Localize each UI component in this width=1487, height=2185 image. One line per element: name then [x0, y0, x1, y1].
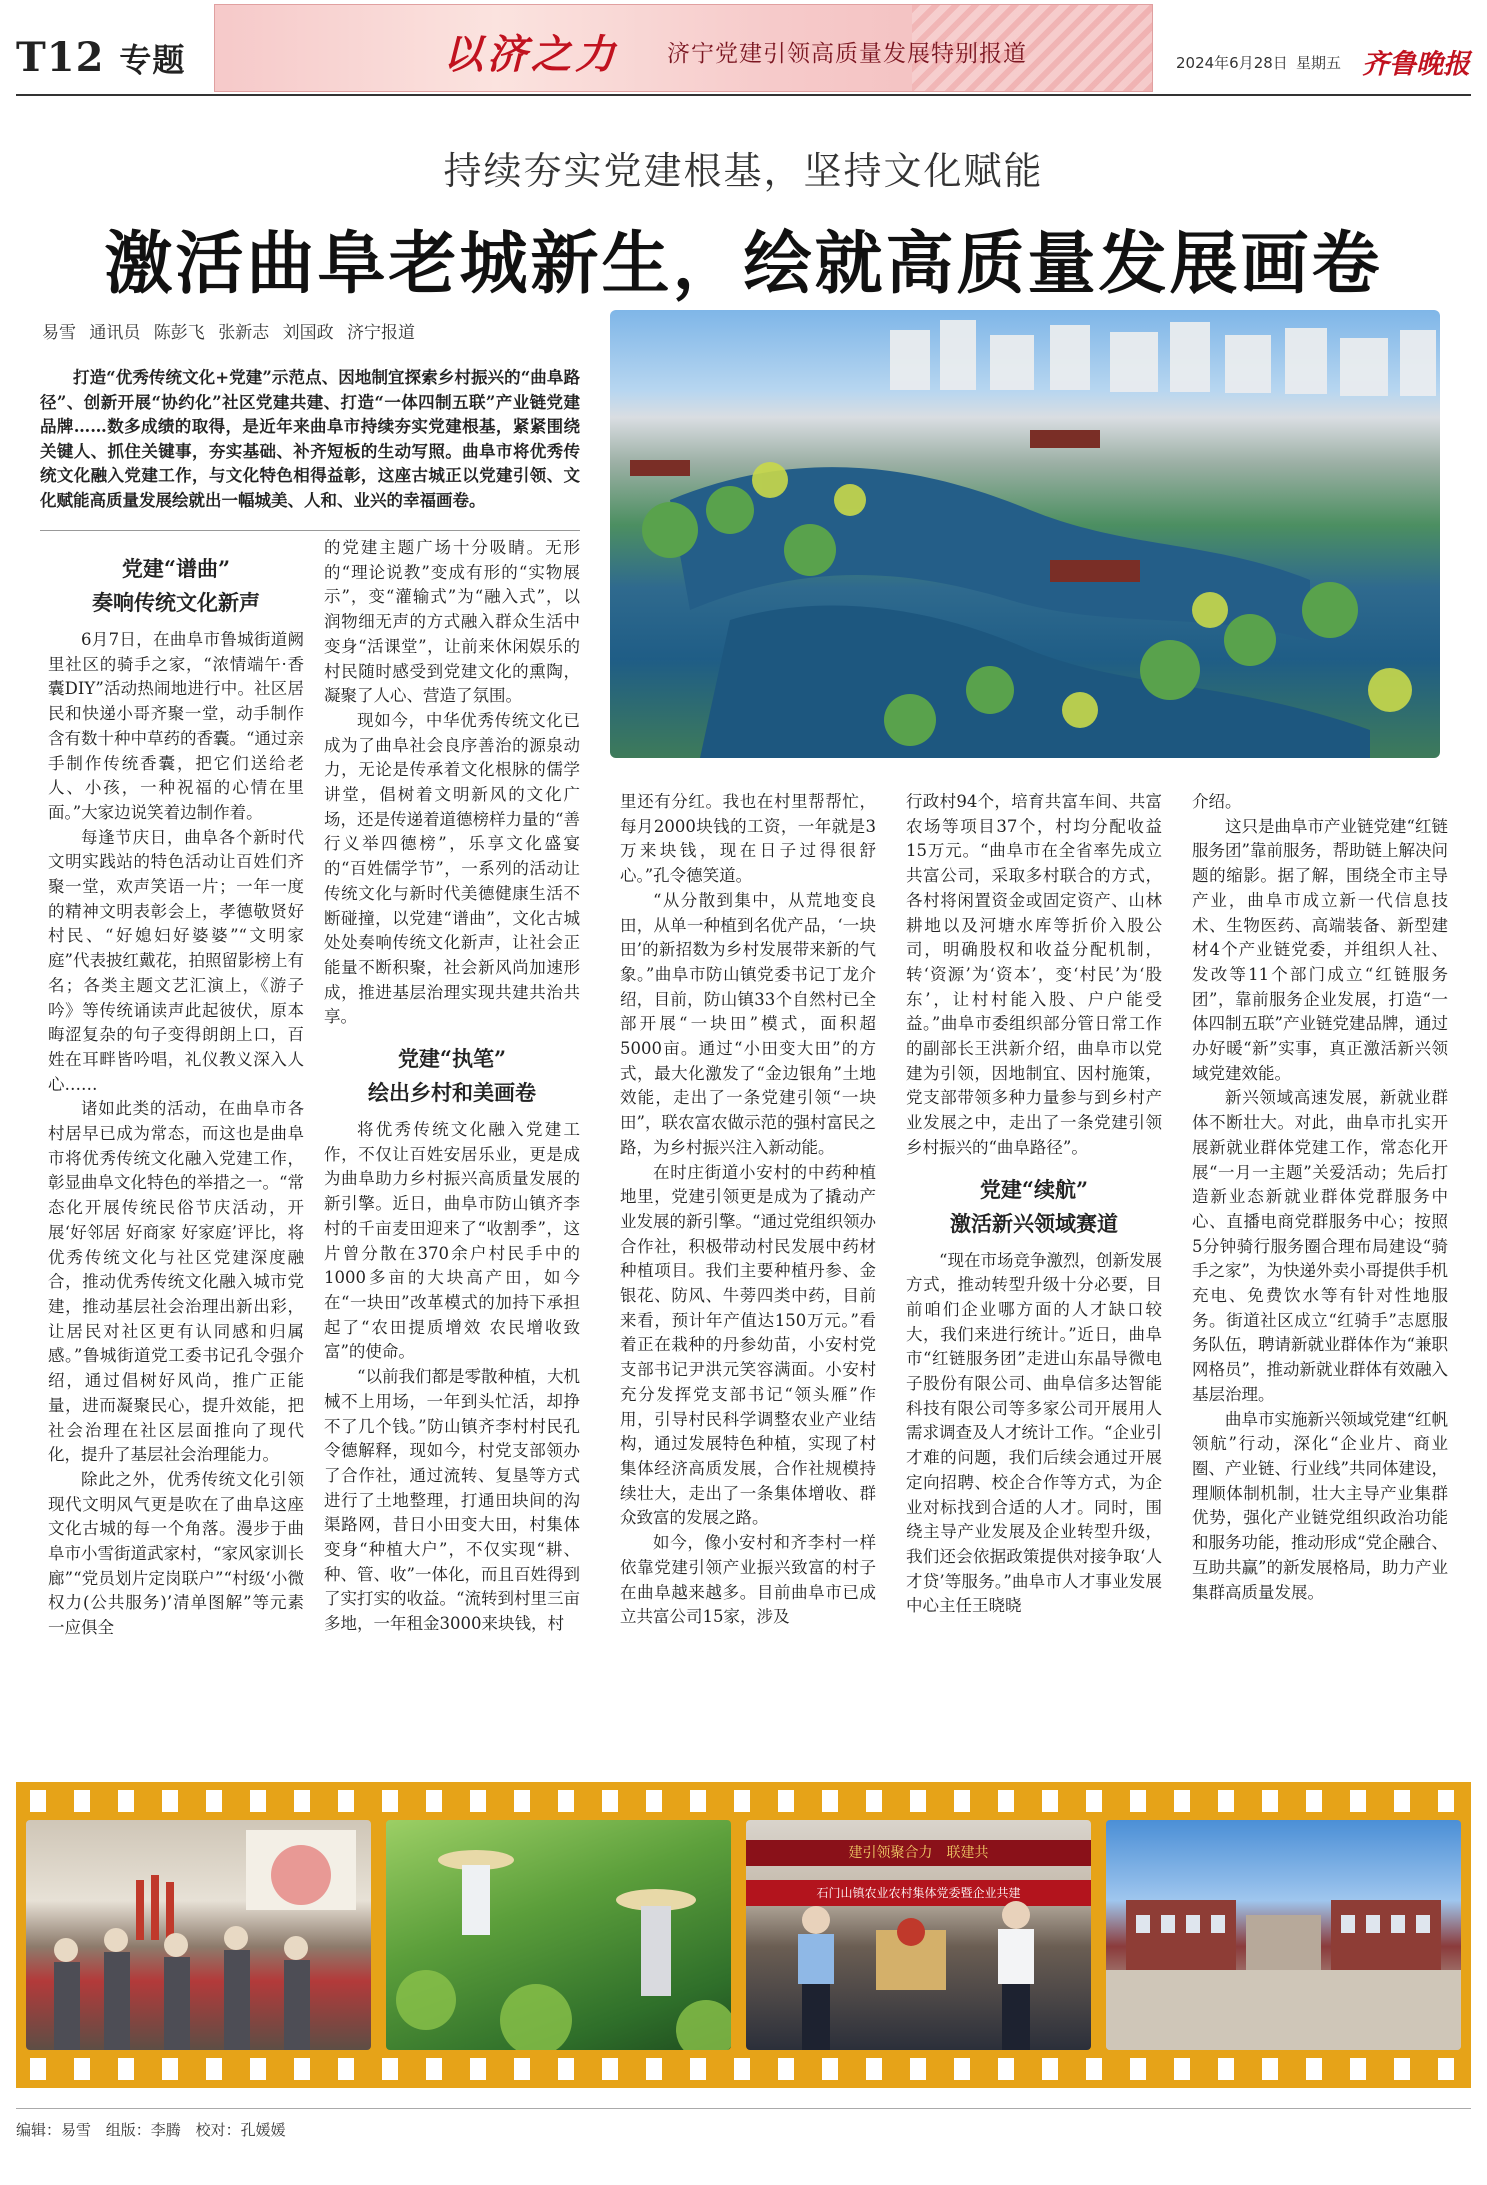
banner-calligraphy: 以济之力	[443, 31, 619, 78]
section-heading-2-line2: 绘出乡村和美画卷	[368, 1080, 536, 1106]
special-report-banner	[214, 4, 1153, 92]
newspaper-logo: 齐鲁晚报	[1362, 49, 1470, 80]
page-credits	[16, 2108, 1471, 2140]
article-title: 激活曲阜老城新生，绘就高质量发展画卷	[104, 224, 1383, 304]
paragraph: 这只是曲阜市产业链党建“红链服务团”靠前服务，帮助链上解决问题的缩影。据了解，围绕全市主导产业，曲阜市成立新一代信息技术、生物医药、高端装备、新型建材4个产业链党委，并组织人社、发改等11个部门成立“红链服务团”，靠前服务企业发展，打造“一体四制五联”产业链党建品牌，通过办好暖“新”实事，真正激活新兴领域党建效能。	[1192, 816, 1448, 1083]
lead-divider	[40, 530, 580, 531]
paragraph: “以前我们都是零散种植，大机械不上用场，一年到头忙活，却挣不了几个钱。”防山镇齐李村村民孔令德解释，现如今，村党支部领办了合作社，通过流转、复垦等方式进行了土地整理，打通田块间的沟渠路网，昔日小田变大田，村集体变身“种植大户”，不仅实现“耕、种、管、收”一体化，而且百姓得到了实打实的收益。“流转到村里三亩多地，一年租金3000来块钱，村	[324, 1367, 580, 1634]
photo-unveiling-illustration	[746, 1820, 1091, 2050]
article-subtitle: 持续夯实党建根基，坚持文化赋能	[443, 149, 1044, 193]
paragraph: 里还有分红。我也在村里帮帮忙，每月2000块钱的工资，一年就是3万来块钱，现在日子过得很舒心。”孔令德笑道。	[620, 792, 876, 886]
paragraph: 将优秀传统文化融入党建工作，不仅让百姓安居乐业，更是成为曲阜助力乡村振兴高质量发展的新引擎。近日，曲阜市防山镇齐李村的千亩麦田迎来了“收割季”，这片曾分散在370余户村民手中的1000多亩的大块高产田，如今在“一块田”改革模式的加持下承担起了“农田提质增效 农民增收致富”的使命。	[324, 1120, 580, 1362]
paragraph: 现如今，中华优秀传统文化已成为了曲阜社会良序善治的源泉动力，无论是传承着文化根脉的儒学讲堂，倡树着文明新风的文化广场，还是传递着道德榜样力量的“善行义举四德榜”，乐享文化盛宴的“百姓儒学节”，一系列的活动让传统文化与新时代美德健康生活不断碰撞，以党建“谱曲”，文化古城处处奏响传统文化新声，让社会正能量不断积聚，社会新风尚加速形成，推进基层治理实现共建共治共享。	[324, 710, 580, 1027]
paragraph: 每逢节庆日，曲阜各个新时代文明实践站的特色活动让百姓们齐聚一堂，欢声笑语一片；一年一度的精神文明表彰会上，孝德敬贤好村民、“好媳妇好婆婆”“文明家庭”代表披红戴花，拍照留影榜上有名；各类主题文艺汇演上，《游子吟》等传统诵读声此起彼伏，原本晦涩复杂的句子变得朗朗上口，百姓在耳畔皆吟唱，礼仪教义深入人心……	[48, 827, 304, 1094]
film-perforation-top	[16, 1790, 1471, 1812]
paragraph: “从分散到集中，从荒地变良田，从单一种植到名优产品，‘一块田’的新招数为乡村发展带来新的气象。”曲阜市防山镇党委书记丁龙介绍，目前，防山镇33个自然村已全部开展“一块田”模式，面积超5000亩。通过“小田变大田”的方式，最大化激发了“金边银角”土地效能，走出了一条党建引领“一块田”，联农富农做示范的强村富民之路，为乡村振兴注入新动能。	[620, 890, 876, 1157]
paragraph: 6月7日，在曲阜市鲁城街道阙里社区的骑手之家，“浓情端午·香囊DIY”活动热闹地进行中。社区居民和快递小哥齐聚一堂，动手制作含有数十种中草药的香囊。“通过亲手制作传统香囊，把它们送给老人、小孩，一种祝福的心情在里面。”大家边说笑着边制作着。	[48, 630, 304, 822]
proofreader-credit: 校对：孔媛媛	[195, 2121, 286, 2139]
paragraph: “现在市场竞争激烈，创新发展方式，推动转型升级十分必要，目前咱们企业哪方面的人才缺口较大，我们来进行统计。”近日，曲阜市“红链服务团”走进山东晶导微电子股份有限公司、曲阜信多达智能科技有限公司等多家公司开展用人需求调查及人才统计工作。“企业引才难的问题，我们后续会通过开展定向招聘、校企合作等方式，为企业对标找到合适的人才。同时，围绕主导产业发展及企业转型升级，我们还会依据政策提供对接争取‘人才贷’等服务。”曲阜市人才事业发展中心主任王晓晓	[906, 1250, 1162, 1616]
photo-party-committee-unveiling	[746, 1820, 1091, 2050]
event-banner-bottom: 石门山镇农业农村集体党委暨企业共建	[746, 1880, 1091, 1906]
issue-date: 2024年6月28日	[1176, 54, 1288, 72]
header-divider	[16, 94, 1471, 96]
photo-farmers-field	[386, 1820, 731, 2050]
editor-credit: 编辑：易雪	[16, 2121, 92, 2139]
section-heading-3-line2: 激活新兴领域赛道	[950, 1210, 1118, 1236]
photo-community-activity	[26, 1820, 371, 2050]
section-heading-3-line1: 党建“续航”	[979, 1176, 1089, 1202]
paragraph: 新兴领域高速发展，新就业群体不断壮大。对此，曲阜市扎实开展新就业群体党建工作，常态化开展“一月一主题”关爱活动；先后打造新业态新就业群体党群服务中心、直播电商党群服务中心；按照5分钟骑行服务圈合理布局建设“骑手之家”，为快递外卖小哥提供手机充电、免费饮水等有针对性地服务。街道社区成立“红骑手”志愿服务队伍，聘请新就业群体作为“兼职网格员”，推动新就业群体有效融入基层治理。	[1192, 1088, 1448, 1404]
event-banner-top: 建引领聚合力 联建共	[746, 1840, 1091, 1866]
paragraph: 曲阜市实施新兴领域党建“红帆领航”行动，深化“企业片、商业圈、产业链、行业线”共同体建设，理顺体制机制，壮大主导产业集群优势，强化产业链党组织政治功能和服务功能，推动形成“党企融合、互助共赢”的新发展格局，助力产业集群高质量发展。	[1192, 1409, 1448, 1602]
photo-buildings-illustration	[1106, 1820, 1461, 2050]
paragraph: 如今，像小安村和齐李村一样依靠党建引领产业振兴致富的村子在曲阜越来越多。目前曲阜市已成立共富公司15家，涉及	[620, 1533, 876, 1627]
film-perforation-bottom	[16, 2058, 1471, 2080]
column-5	[1192, 790, 1448, 1605]
column-1	[48, 548, 304, 1641]
photo-farmers-illustration	[386, 1820, 731, 2050]
column-2	[324, 536, 580, 1637]
photo-town-buildings	[1106, 1820, 1461, 2050]
layout-credit: 组版：李腾	[105, 2121, 181, 2139]
section-heading-2-line1: 党建“执笔”	[397, 1046, 507, 1072]
issue-weekday: 星期五	[1296, 54, 1342, 72]
photo-film-strip	[16, 1782, 1471, 2088]
section-heading-1-line1: 党建“谱曲”	[121, 556, 231, 581]
banner-title: 济宁党建引领高质量发展特别报道	[667, 41, 1027, 67]
paragraph: 诸如此类的活动，在曲阜市各村居早已成为常态，而这也是曲阜市将优秀传统文化融入党建工作，彰显曲阜文化特色的举措之一。“常态化开展传统民俗节庆活动，开展‘好邻居 好商家 好家庭’评比，将优秀传统文化与社区党建深度融合，推动优秀传统文化融入城市党建，推动基层社会治理出新出彩，让居民对社区更有认同感和归属感。”鲁城街道党工委书记孔令强介绍，通过倡树好风尚，推广正能量，进而凝聚民心，提升效能，把社会治理在社区层面推向了现代化，提升了基层社会治理能力。	[48, 1099, 304, 1465]
aerial-photo-qufu-old-city	[610, 310, 1440, 758]
aerial-photo-illustration	[610, 310, 1440, 758]
paragraph: 行政村94个，培育共富车间、共富农场等项目37个，村均分配收益15万元。“曲阜市在全省率先成立共富公司，采取多村联合的方式，各村将闲置资金或固定资产、山林耕地以及河塘水库等折价入股公司，明确股权和收益分配机制，转‘资源’为‘资本’，变‘村民’为‘股东’，让村村能入股、户户能受益。”曲阜市委组织部分管日常工作的副部长王洪新介绍，曲阜市以党建为引领，因地制宜、因村施策，党支部带领多种力量参与到乡村产业发展之中，走出了一条党建引领乡村振兴的“曲阜路径”。	[906, 792, 1162, 1157]
paragraph: 的党建主题广场十分吸睛。无形的“理论说教”变成有形的“实物展示”，变“灌输式”为“融入式”，以润物细无声的方式融入群众生活中变身“活课堂”，让前来休闲娱乐的村民随时感受到党建文化的熏陶，凝聚了人心、营造了氛围。	[324, 538, 580, 706]
column-3	[620, 790, 876, 1630]
column-4	[906, 790, 1162, 1619]
byline: 易雪 通讯员 陈彭飞 张新志 刘国政 济宁报道	[42, 323, 416, 343]
lead-paragraph: 打造“优秀传统文化+党建”示范点、因地制宜探索乡村振兴的“曲阜路径”、创新开展“协约化”社区党建共建、打造“一体四制五联”产业链党建品牌……数多成绩的取得，是近年来曲阜市持续夯实党建根基，紧紧围绕关键人、抓住关键事，夯实基础、补齐短板的生动写照。曲阜市将优秀传统文化融入党建工作，与文化特色相得益彰，这座古城正以党建引领、文化赋能高质量发展绘就出一幅城美、人和、业兴的幸福画卷。	[40, 368, 580, 510]
section-heading-1-line2: 奏响传统文化新声	[92, 590, 260, 615]
paragraph: 除此之外，优秀传统文化引领现代文明风气更是吹在了曲阜这座文化古城的每一个角落。漫步于曲阜市小雪街道武家村，“家风家训长廊”“党员划片定岗联户”“村级‘小微权力(公共服务)’清单图解”等元素一应俱全	[48, 1469, 304, 1638]
paragraph: 在时庄街道小安村的中药种植地里，党建引领更是成为了撬动产业发展的新引擎。“通过党组织领办合作社，积极带动村民发展中药材种植项目。我们主要种植丹参、金银花、防风、牛蒡四类中药，目前来看，预计年产值达150万元。”看着正在栽种的丹参幼苗，小安村党支部书记尹洪元笑容满面。小安村充分发挥党支部书记“领头雁”作用，引导村民科学调整农业产业结构，通过发展特色种植，实现了村集体经济高质发展，合作社规模持续壮大，走出了一条集体增收、群众致富的发展之路。	[620, 1162, 876, 1528]
photo-community-illustration	[26, 1820, 371, 2050]
section-name: 专题	[119, 41, 186, 79]
paragraph: 介绍。	[1192, 792, 1242, 811]
page-number: T12 专题	[16, 34, 186, 81]
